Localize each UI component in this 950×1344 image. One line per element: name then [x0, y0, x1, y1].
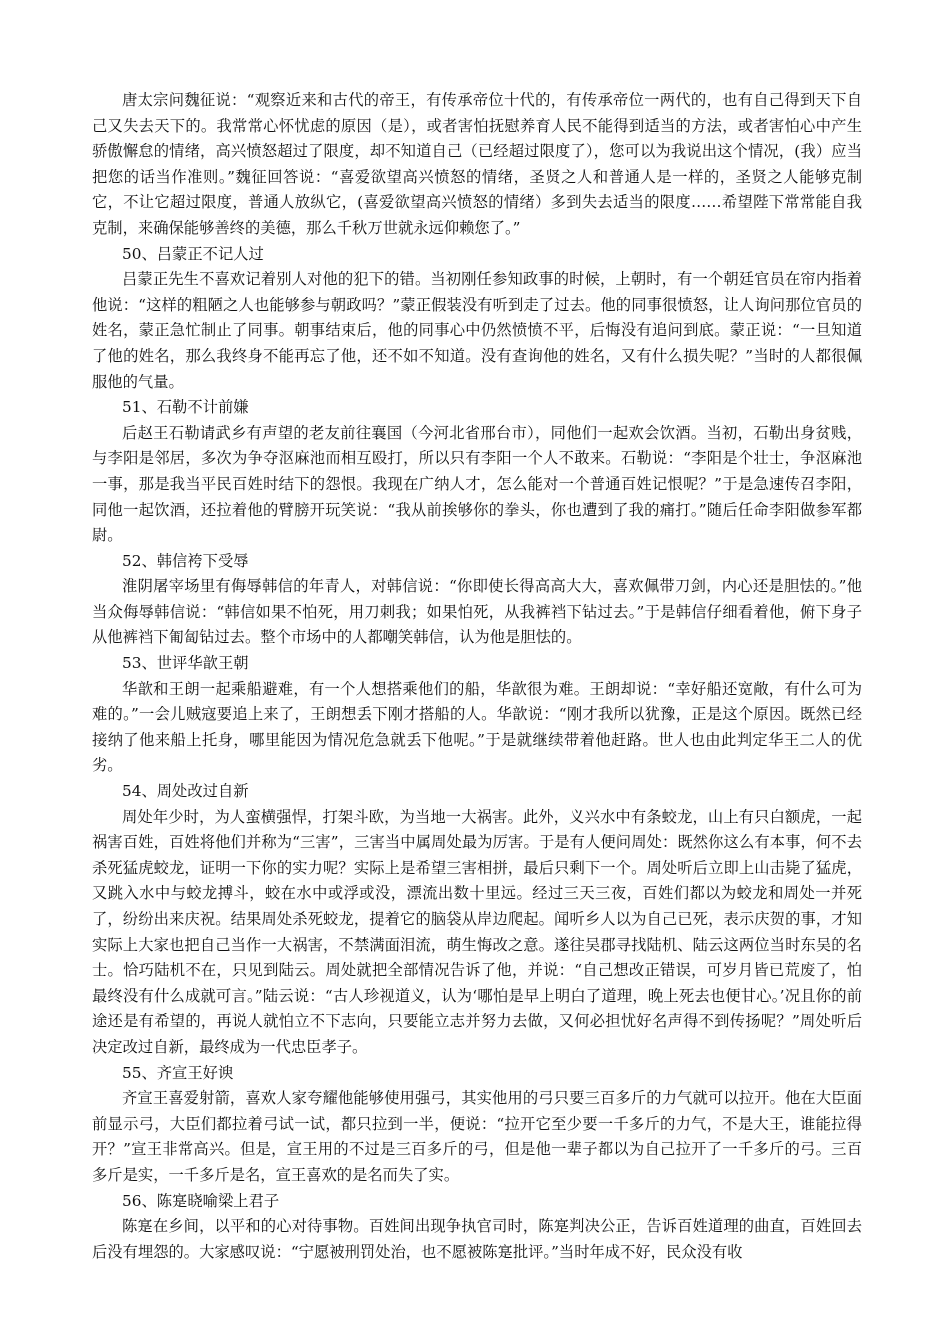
paragraph-56: 陈寔在乡间，以平和的心对待事物。百姓间出现争执官司时，陈寔判决公正，告诉百姓道理的曲直，百姓回去后没有埋怨的。大家感叹说：“宁愿被刑罚处治，也不愿被陈寔批评。”当时年成不好，民众没有收: [92, 1217, 862, 1261]
heading-52: 52、韩信袴下受辱: [122, 551, 249, 570]
heading-51: 51、石勒不计前嫌: [122, 398, 249, 417]
heading-54: 54、周处改过自新: [122, 782, 249, 801]
heading-55: 55、齐宣王好谀: [122, 1063, 234, 1082]
heading-53: 53、世评华歆王朝: [122, 654, 249, 673]
paragraph-55: 齐宣王喜爱射箭，喜欢人家夸耀他能够使用强弓，其实他用的弓只要三百多斤的力气就可以拉开。他在大臣面前显示弓，大臣们都拉着弓试一试，都只拉到一半，便说：“拉开它至少要一千多斤的力气，不是大王，谁能拉得开？”宣王非常高兴。但是，宣王用的不过是三百多斤的弓，但是他一辈子都以为自己拉开了一千多斤的弓。三百多斤是实，一千多斤是名，宣王喜欢的是名而失了实。: [92, 1089, 862, 1184]
paragraph-taizong-weizheng: 唐太宗问魏征说：“观察近来和古代的帝王，有传承帝位十代的，有传承帝位一两代的，也有自己得到天下自己又失去天下的。我常常心怀忧虑的原因（是），或者害怕抚慰养育人民不能得到适当的方法，或者害怕心中产生骄傲懈怠的情绪，高兴愤怒超过了限度，却不知道自己（已经超过限度了），您可以为我说出这个情况，(我）应当把您的话当作准则。”魏征回答说：“喜爱欲望高兴愤怒的情绪，圣贤之人和普通人是一样的，圣贤之人能够克制它，不让它超过限度，普通人放纵它，(喜爱欲望高兴愤怒的情绪）多到失去适当的限度……希望陛下常常能自我克制，来确保能够善终的美德，那么千秋万世就永远仰赖您了。”: [92, 91, 862, 237]
heading-50: 50、吕蒙正不记人过: [122, 244, 264, 263]
paragraph-53: 华歆和王朗一起乘船避难，有一个人想搭乘他们的船，华歆很为难。王朗却说：“幸好船还宽敞，有什么可为难的。”一会儿贼寇要追上来了，王朗想丢下刚才搭船的人。华歆说：“刚才我所以犹豫，正是这个原因。既然已经接纳了他来船上托身，哪里能因为情况危急就丢下他呢。”于是就继续带着他赶路。世人也由此判定华王二人的优劣。: [92, 679, 862, 775]
paragraph-51: 后赵王石勒请武乡有声望的老友前往襄国（今河北省邢台市），同他们一起欢会饮酒。当初，石勒出身贫贱，与李阳是邻居，多次为争夺沤麻池而相互殴打，所以只有李阳一个人不敢来。石勒说：“李阳是个壮士，争沤麻池一事，那是我当平民百姓时结下的怨恨。我现在广纳人才，怎么能对一个普通百姓记恨呢？”于是急速传召李阳，同他一起饮酒，还拉着他的臂膀开玩笑说：“我从前挨够你的拳头，你也遭到了我的痛打。”随后任命李阳做参军都尉。: [92, 423, 862, 545]
paragraph-52: 淮阴屠宰场里有侮辱韩信的年青人，对韩信说：“你即使长得高高大大，喜欢佩带刀剑，内心还是胆怯的。”他当众侮辱韩信说：“韩信如果不怕死，用刀刺我；如果怕死，从我裤裆下钻过去。”于是韩信仔细看着他，俯下身子从他裤裆下匍匐钻过去。整个市场中的人都嘲笑韩信，认为他是胆怯的。: [92, 577, 862, 647]
heading-56: 56、陈寔晓喻梁上君子: [122, 1191, 280, 1210]
paragraph-54: 周处年少时，为人蛮横强悍，打架斗欧，为当地一大祸害。此外，义兴水中有条蛟龙，山上有只白额虎，一起祸害百姓，百姓将他们并称为“三害”，三害当中属周处最为厉害。于是有人便问周处：既然你这么有本事，何不去杀死猛虎蛟龙，证明一下你的实力呢？实际上是希望三害相拼，最后只剩下一个。周处听后立即上山击毙了猛虎，又跳入水中与蛟龙搏斗，蛟在水中或浮或没，漂流出数十里远。经过三天三夜，百姓们都以为蛟龙和周处一并死了，纷纷出来庆祝。结果周处杀死蛟龙，提着它的脑袋从岸边爬起。闻听乡人以为自己已死，表示庆贺的事，才知实际上大家也把自己当作一大祸害，不禁满面泪流，萌生悔改之意。遂往吴郡寻找陆机、陆云这两位当时东吴的名士。恰巧陆机不在，只见到陆云。周处就把全部情况告诉了他，并说：“自己想改正错误，可岁月皆已荒废了，怕最终没有什么成就可言。”陆云说：“古人珍视道义，认为‘哪怕是早上明白了道理，晚上死去也便甘心。’况且你的前途还是有希望的，再说人就怕立不下志向，只要能立志并努力去做，又何必担忧好名声得不到传扬呢？”周处听后决定改过自新，最终成为一代忠臣孝子。: [92, 807, 862, 1056]
document-page: [92, 88, 862, 1265]
paragraph-50: 吕蒙正先生不喜欢记着别人对他的犯下的错。当初刚任参知政事的时候，上朝时，有一个朝廷官员在帘内指着他说：“这样的粗陋之人也能够参与朝政吗？”蒙正假装没有听到走了过去。他的同事很愤怒，让人询问那位官员的姓名，蒙正急忙制止了同事。朝事结束后，他的同事心中仍然愤愤不平，后悔没有追问到底。蒙正说：“一旦知道了他的姓名，那么我终身不能再忘了他，还不如不知道。没有查询他的姓名，又有什么损失呢？”当时的人都很佩服他的气量。: [92, 270, 862, 391]
